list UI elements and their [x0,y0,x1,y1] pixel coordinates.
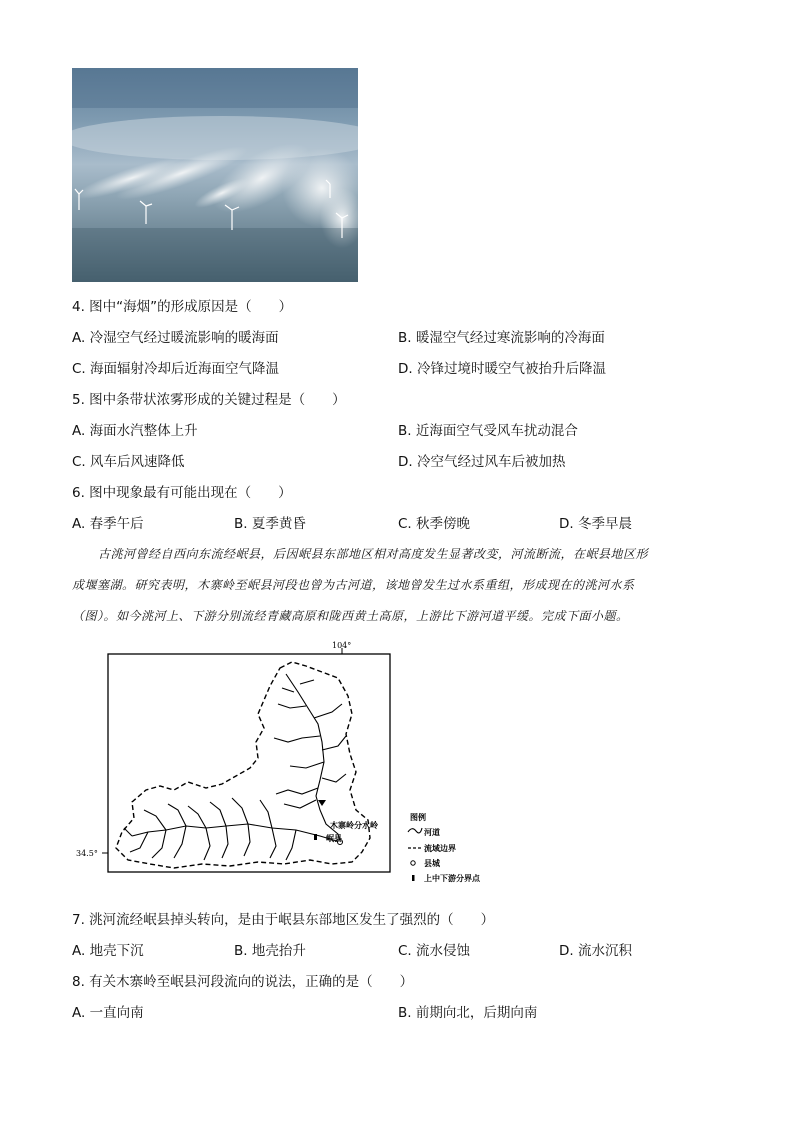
map-frame [108,654,390,872]
legend-river-symbol [408,828,422,833]
question-4-stem: 4. 图中“海烟”的形成原因是（ ） [72,299,293,315]
question-7-option-c[interactable]: C. 流水侵蚀 [398,943,471,959]
question-7-option-b[interactable]: B. 地壳抬升 [234,943,306,959]
question-5-option-c[interactable]: C. 风车后风速降低 [72,454,185,470]
question-5-stem: 5. 图中条带状浓雾形成的关键过程是（ ） [72,392,346,408]
minxian-label: 岷县 [326,834,342,843]
legend-county-label: 县城 [424,859,440,868]
question-7-stem: 7. 洮河流经岷县掉头转向，是由于岷县东部地区发生了强烈的（ ） [72,912,495,928]
legend-division-label: 上中下游分界点 [424,874,480,883]
question-6-option-c[interactable]: C. 秋季傍晚 [398,516,471,532]
reading-passage [72,539,722,632]
question-6-option-b[interactable]: B. 夏季黄昏 [234,516,306,532]
passage-line-1: 古洮河曾经自西向东流经岷县，后因岷县东部地区相对高度发生显著改变，河流断流，在岷县地区形 [98,547,649,561]
latitude-label: 34.5° [76,849,98,858]
muzhailing-marker [318,800,326,806]
passage-line-2: 成堰塞湖。研究表明，木寨岭至岷县河段也曾为古河道，该地曾发生过水系重组，形成现在的洮河水系 [72,578,635,592]
tao-river-map [70,638,510,890]
longitude-label: 104° [332,641,352,650]
legend-division-symbol [412,875,415,881]
legend-boundary-label: 流域边界 [424,844,456,853]
question-8-option-a[interactable]: A. 一直向南 [72,1005,144,1021]
sea-smoke-photo [72,68,358,282]
muzhailing-label: 木寨岭分水岭 [330,821,378,830]
river-network [124,674,346,860]
question-4-option-c[interactable]: C. 海面辐射冷却后近海面空气降温 [72,361,280,377]
question-5-option-b[interactable]: B. 近海面空气受风车扰动混合 [398,423,578,439]
legend-river-label: 河道 [424,828,440,837]
division-point-marker [314,834,317,840]
question-4-option-b[interactable]: B. 暖湿空气经过寒流影响的冷海面 [398,330,605,346]
map-legend [408,812,481,883]
legend-title: 图例 [410,813,426,822]
question-4-option-d[interactable]: D. 冷锋过境时暖空气被抬升后降温 [398,361,606,377]
question-8-option-b[interactable]: B. 前期向北，后期向南 [398,1005,538,1021]
question-4-option-a[interactable]: A. 冷湿空气经过暖流影响的暖海面 [72,330,279,346]
question-5-option-a[interactable]: A. 海面水汽整体上升 [72,423,198,439]
question-6-option-a[interactable]: A. 春季午后 [72,516,144,532]
question-5-option-d[interactable]: D. 冷空气经过风车后被加热 [398,454,566,470]
question-6-stem: 6. 图中现象最有可能出现在（ ） [72,485,292,501]
question-7-option-d[interactable]: D. 流水沉积 [559,943,632,959]
legend-county-symbol [411,861,415,865]
passage-line-3: （图）。如今洮河上、下游分别流经青藏高原和陇西黄土高原，上游比下游河道平缓。完成下面小题。 [72,609,629,623]
question-7-option-a[interactable]: A. 地壳下沉 [72,943,144,959]
question-8-stem: 8. 有关木寨岭至岷县河段流向的说法，正确的是（ ） [72,974,414,990]
question-6-option-d[interactable]: D. 冬季早晨 [559,516,632,532]
